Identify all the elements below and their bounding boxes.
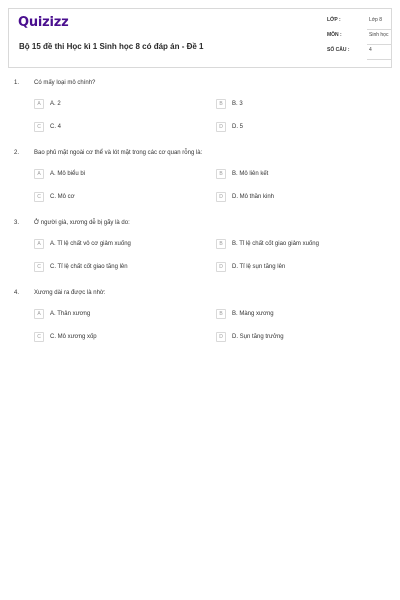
- question-number: 4.: [14, 290, 20, 296]
- option-letter-box: C: [34, 192, 44, 202]
- option-c[interactable]: [34, 122, 184, 134]
- option-a[interactable]: [34, 99, 184, 111]
- option-letter-box: B: [216, 99, 226, 109]
- option-text: C. Mô xương xốp: [50, 334, 97, 340]
- option-c[interactable]: [34, 332, 184, 344]
- worksheet-title: Bộ 15 đề thi Học kì 1 Sinh học 8 có đáp án - Đề 1: [19, 42, 204, 51]
- option-letter-box: C: [34, 122, 44, 132]
- question-number: 1.: [14, 80, 20, 86]
- option-letter-box: D: [216, 192, 226, 202]
- option-a[interactable]: [34, 169, 184, 181]
- option-letter-box: C: [34, 262, 44, 272]
- meta-row-count: [327, 45, 393, 60]
- option-letter-box: A: [34, 99, 44, 109]
- option-d[interactable]: [216, 262, 366, 274]
- meta-panel: [327, 9, 393, 69]
- question-text: Bao phủ mặt ngoài cơ thể và lót mặt trong các cơ quan rỗng là:: [34, 150, 203, 156]
- option-letter-box: A: [34, 239, 44, 249]
- option-c[interactable]: [34, 262, 184, 274]
- worksheet-header: [8, 8, 392, 68]
- option-d[interactable]: [216, 332, 366, 344]
- option-letter-box: B: [216, 309, 226, 319]
- option-text: B. Mô liên kết: [232, 171, 269, 177]
- option-text: D. Sụn tăng trưởng: [232, 334, 284, 340]
- option-letter-box: C: [34, 332, 44, 342]
- option-text: B. Tỉ lệ chất cốt giao giảm xuống: [232, 241, 319, 247]
- option-text: D. 5: [232, 124, 244, 130]
- question-text: Ở người già, xương dễ bị gãy là do:: [34, 220, 130, 226]
- option-b[interactable]: [216, 239, 366, 251]
- option-letter-box: D: [216, 332, 226, 342]
- option-text: A. 2: [50, 101, 61, 107]
- option-b[interactable]: [216, 309, 366, 321]
- option-d[interactable]: [216, 192, 366, 204]
- question-number: 3.: [14, 220, 20, 226]
- option-letter-box: D: [216, 122, 226, 132]
- meta-value-grade: Lớp 8: [369, 17, 383, 23]
- meta-value-count: 4: [369, 47, 372, 53]
- option-letter-box: B: [216, 169, 226, 179]
- meta-label-grade: LỚP :: [327, 17, 341, 23]
- question-text: Có mấy loại mô chính?: [34, 80, 96, 86]
- option-text: B. Màng xương: [232, 311, 274, 317]
- option-a[interactable]: [34, 309, 184, 321]
- meta-label-count: SỐ CÂU :: [327, 47, 350, 53]
- meta-value-subject: Sinh học: [369, 32, 389, 38]
- option-b[interactable]: [216, 99, 366, 111]
- option-text: D. Mô thần kinh: [232, 194, 275, 200]
- option-text: C. Mô cơ: [50, 194, 75, 200]
- option-text: A. Mô biểu bì: [50, 171, 86, 177]
- meta-divider: [367, 59, 391, 60]
- question-text: Xương dài ra được là nhờ:: [34, 290, 106, 296]
- option-letter-box: B: [216, 239, 226, 249]
- option-text: D. Tỉ lệ sụn tăng lên: [232, 264, 286, 270]
- quizizz-logo: Quizizz: [18, 15, 69, 30]
- option-text: A. Tỉ lệ chất vô cơ giảm xuống: [50, 241, 131, 247]
- meta-label-subject: MÔN :: [327, 32, 342, 38]
- meta-row-grade: [327, 15, 393, 30]
- option-c[interactable]: [34, 192, 184, 204]
- option-letter-box: A: [34, 169, 44, 179]
- option-b[interactable]: [216, 169, 366, 181]
- meta-row-subject: [327, 30, 393, 45]
- option-d[interactable]: [216, 122, 366, 134]
- question-number: 2.: [14, 150, 20, 156]
- option-text: C. Tỉ lệ chất cốt giao tăng lên: [50, 264, 128, 270]
- option-letter-box: D: [216, 262, 226, 272]
- option-text: C. 4: [50, 124, 62, 130]
- option-letter-box: A: [34, 309, 44, 319]
- option-a[interactable]: [34, 239, 184, 251]
- option-text: A. Thân xương: [50, 311, 91, 317]
- option-text: B. 3: [232, 101, 243, 107]
